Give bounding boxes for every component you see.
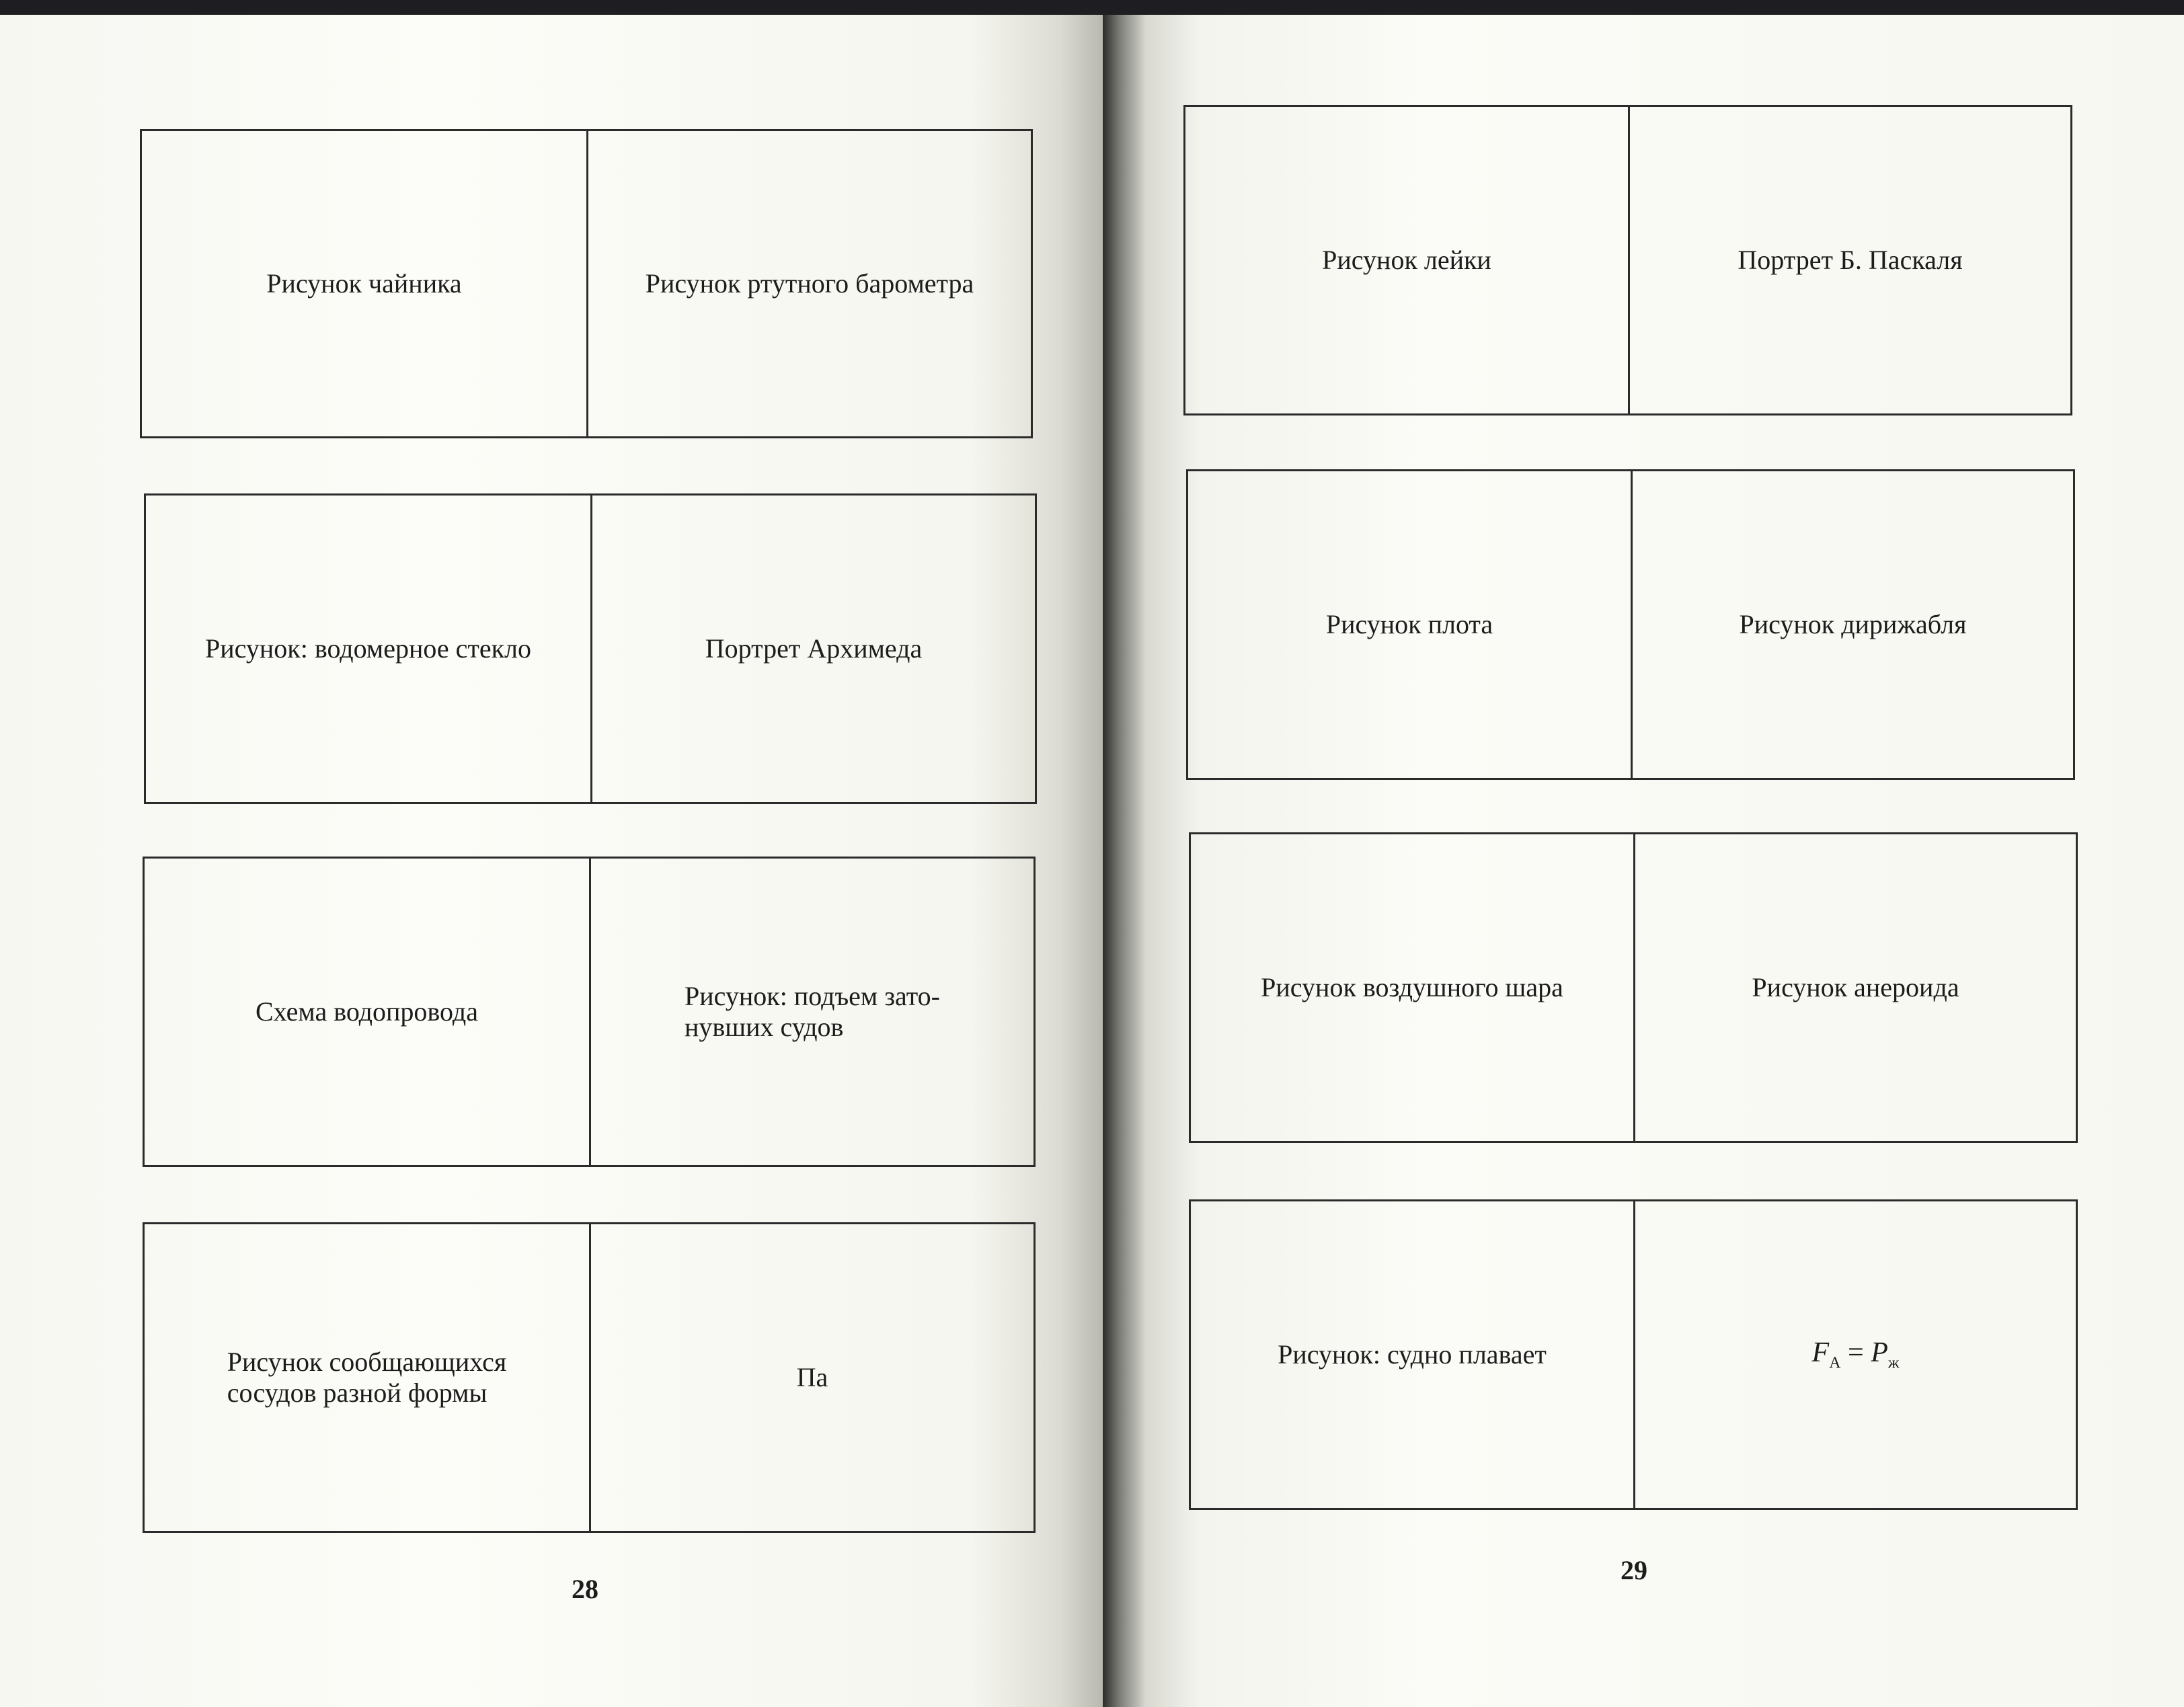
card-cell: Схема водопровода	[255, 996, 478, 1027]
card-cell: Рисунок лейки	[1322, 245, 1491, 275]
card	[1186, 469, 2075, 780]
card-cell: Рисунок плота	[1325, 609, 1493, 639]
card	[143, 1222, 1036, 1533]
card-cell: Портрет Архимеда	[590, 495, 1035, 802]
card	[1183, 105, 2072, 415]
card-cell: Рисунок: судно плавает	[1278, 1339, 1547, 1369]
card	[1189, 1199, 2078, 1510]
card-cell: Рисунок чайника	[266, 268, 462, 299]
card-cell	[1633, 1201, 2076, 1508]
card-cell: Рисунок: подъем зато- нувших судов	[589, 859, 1034, 1165]
card-cell: Рисунок анероида	[1633, 834, 2076, 1141]
card-cell: Портрет Б. Паскаля	[1628, 107, 2070, 413]
card-cell: Па	[589, 1224, 1034, 1531]
card	[144, 493, 1037, 804]
card-cell: Рисунок ртутного барометра	[586, 131, 1031, 436]
card	[1189, 832, 2078, 1143]
page-number: 28	[572, 1574, 598, 1604]
card-cell: Рисунок сообщающихся сосудов разной формы	[227, 1347, 507, 1408]
card	[143, 857, 1036, 1167]
left-page	[0, 15, 1103, 1707]
top-edge	[0, 0, 2184, 15]
card-cell: Рисунок воздушного шара	[1261, 972, 1563, 1002]
right-page	[1103, 15, 2184, 1707]
card	[140, 129, 1033, 438]
card-cell: Рисунок: водомерное стекло	[205, 633, 531, 664]
formula: $F_А = P_ж$	[1811, 1337, 1900, 1372]
card-cell: Рисунок дирижабля	[1631, 471, 2073, 778]
page-number: 29	[1621, 1555, 1647, 1585]
